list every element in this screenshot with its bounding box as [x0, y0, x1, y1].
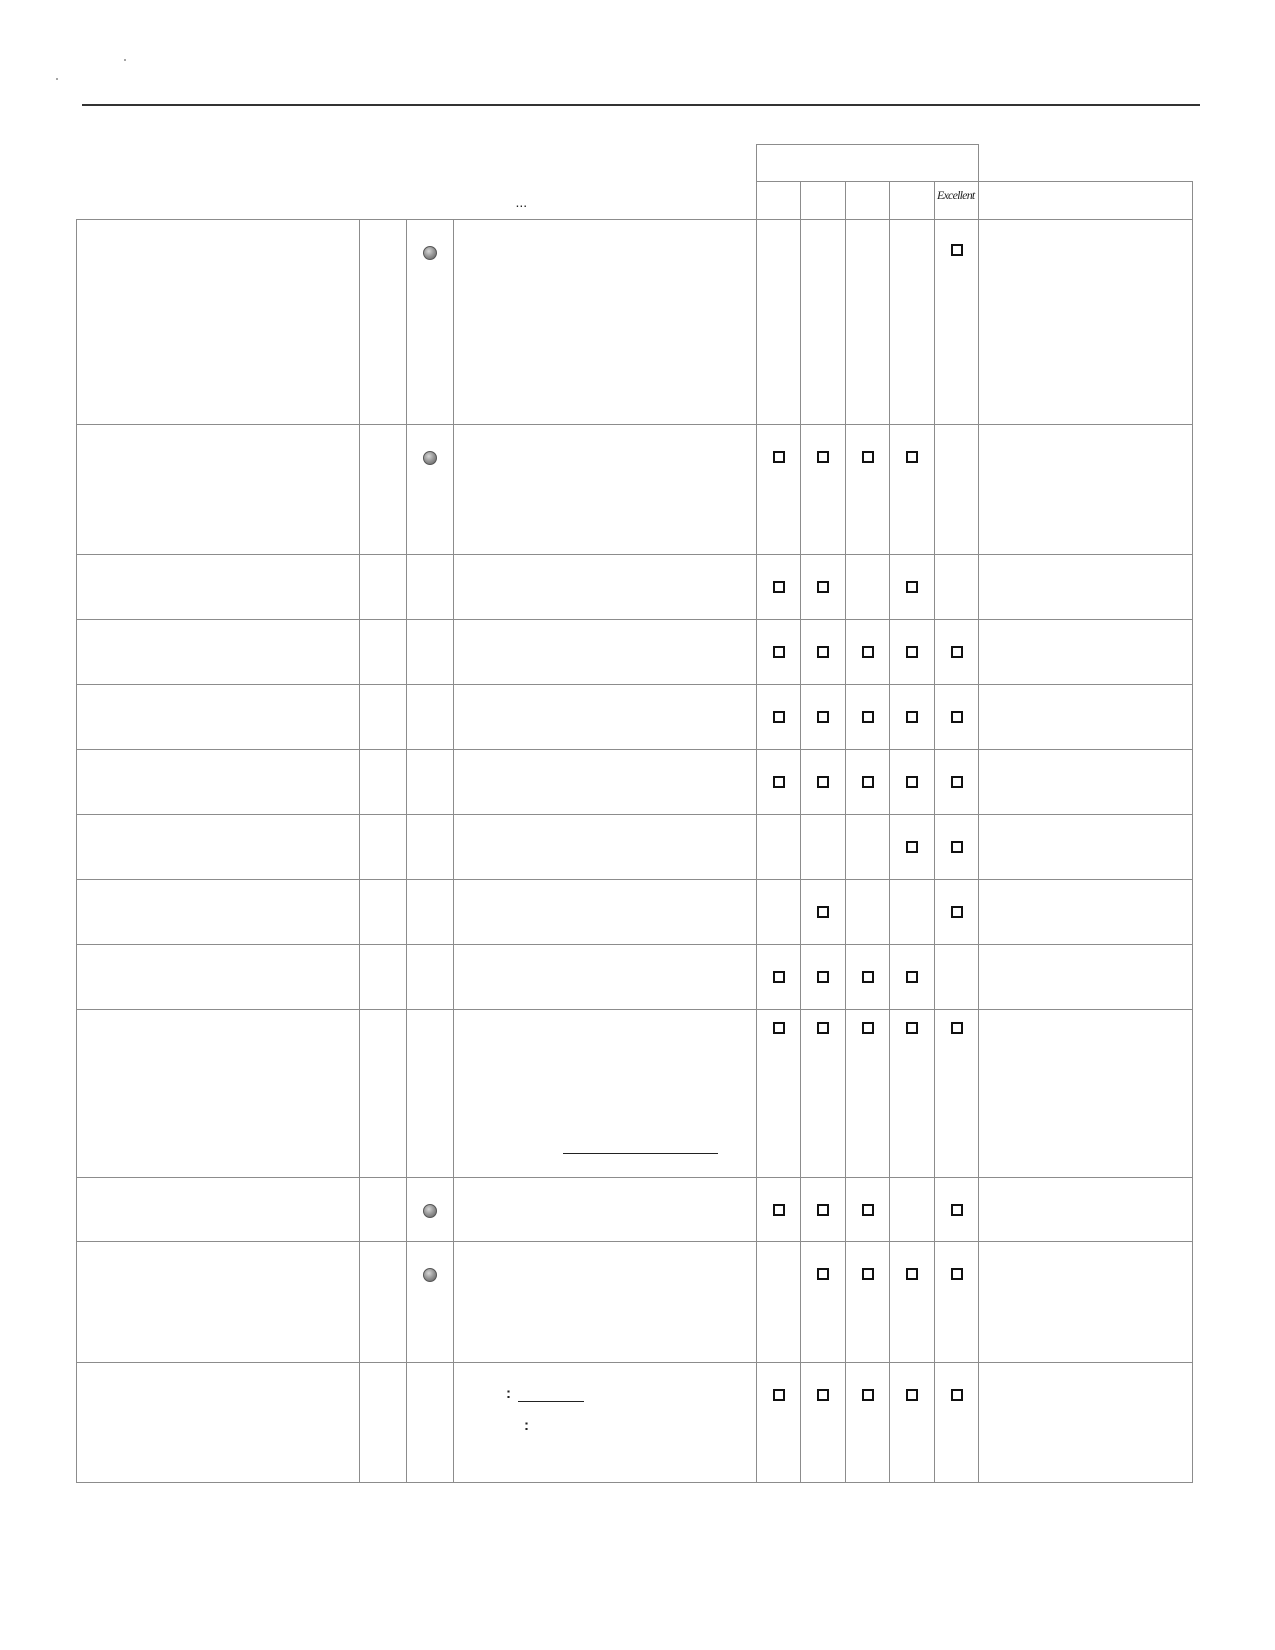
- form-row: [77, 750, 1193, 815]
- item-label-cell: [77, 815, 360, 880]
- rating-cell-5: [935, 1242, 979, 1363]
- rating-cell-2: [801, 945, 846, 1010]
- rating-group-header: [757, 145, 979, 182]
- comments-cell: [979, 1178, 1193, 1242]
- comments-cell: [979, 425, 1193, 555]
- rating-checkbox[interactable]: [862, 776, 874, 788]
- item-description-cell: [454, 1242, 757, 1363]
- indicator-dot-icon: [423, 451, 437, 465]
- rating-cell-5: [935, 750, 979, 815]
- column-header-row: [77, 182, 1193, 220]
- rating-cell-4: [890, 1178, 935, 1242]
- rating-checkbox[interactable]: [906, 581, 918, 593]
- rating-checkbox[interactable]: [906, 841, 918, 853]
- rating-group-header-row: [77, 145, 1193, 182]
- rating-cell-4: [890, 220, 935, 425]
- description-header-ellipsis: ...: [515, 193, 528, 210]
- rating-checkbox[interactable]: [862, 1204, 874, 1216]
- indicator-cell: [407, 220, 454, 425]
- rating-cell-1: [757, 1178, 801, 1242]
- item-description-cell: [454, 620, 757, 685]
- item-code-cell: [360, 1242, 407, 1363]
- rating-cell-1: [757, 880, 801, 945]
- rating-checkbox[interactable]: [817, 1268, 829, 1280]
- rating-cell-1: [757, 555, 801, 620]
- field-colon: :: [524, 1417, 529, 1434]
- item-code-cell: [360, 815, 407, 880]
- rating-checkbox[interactable]: [951, 646, 963, 658]
- indicator-cell: [407, 1178, 454, 1242]
- item-description-cell: [454, 1178, 757, 1242]
- rating-cell-5: [935, 1363, 979, 1483]
- rating-cell-2: [801, 1363, 846, 1483]
- indicator-cell: [407, 1242, 454, 1363]
- item-label-cell: [77, 620, 360, 685]
- rating-col-1-header: [757, 182, 801, 220]
- rating-checkbox[interactable]: [817, 581, 829, 593]
- comments-cell: [979, 620, 1193, 685]
- item-description-cell: [454, 425, 757, 555]
- item-code-cell: [360, 750, 407, 815]
- rating-cell-2: [801, 1010, 846, 1178]
- rating-cell-3: [846, 945, 890, 1010]
- rating-checkbox[interactable]: [906, 1022, 918, 1034]
- rating-checkbox[interactable]: [951, 1204, 963, 1216]
- rating-col-5-header: [935, 182, 979, 220]
- comments-cell: [979, 750, 1193, 815]
- item-code-cell: [360, 880, 407, 945]
- rating-cell-4: [890, 620, 935, 685]
- indicator-cell: [407, 1010, 454, 1178]
- rating-cell-4: [890, 815, 935, 880]
- form-row: [77, 1363, 1193, 1483]
- form-row: [77, 880, 1193, 945]
- rating-checkbox[interactable]: [817, 646, 829, 658]
- rating-checkbox[interactable]: [951, 1389, 963, 1401]
- rating-cell-1: [757, 750, 801, 815]
- rating-cell-5: [935, 815, 979, 880]
- comments-cell: [979, 815, 1193, 880]
- item-code-cell: [360, 1178, 407, 1242]
- rating-cell-4: [890, 425, 935, 555]
- rating-cell-2: [801, 555, 846, 620]
- rating-cell-2: [801, 425, 846, 555]
- rating-cell-3: [846, 220, 890, 425]
- rating-cell-3: [846, 620, 890, 685]
- comments-cell: [979, 1363, 1193, 1483]
- rating-checkbox[interactable]: [906, 451, 918, 463]
- top-rule: [82, 104, 1200, 106]
- indicator-cell: [407, 880, 454, 945]
- rating-col-3-header: [846, 182, 890, 220]
- indicator-cell: [407, 945, 454, 1010]
- rating-cell-1: [757, 1010, 801, 1178]
- rating-cell-3: [846, 425, 890, 555]
- item-label-cell: [77, 880, 360, 945]
- rating-checkbox[interactable]: [817, 1022, 829, 1034]
- rating-checkbox[interactable]: [906, 971, 918, 983]
- rating-cell-4: [890, 1242, 935, 1363]
- scan-speck: [56, 78, 58, 80]
- indicator-cell: [407, 685, 454, 750]
- rating-checkbox[interactable]: [906, 1389, 918, 1401]
- rating-checkbox[interactable]: [773, 1022, 785, 1034]
- form-row: [77, 1178, 1193, 1242]
- rating-checkbox[interactable]: [773, 971, 785, 983]
- item-code-cell: [360, 685, 407, 750]
- item-description-cell: [454, 685, 757, 750]
- item-description-cell: [454, 1010, 757, 1178]
- rating-col-2-header: [801, 182, 846, 220]
- rating-cell-1: [757, 1242, 801, 1363]
- rating-cell-5: [935, 620, 979, 685]
- fill-in-line[interactable]: [518, 1401, 584, 1402]
- rating-checkbox[interactable]: [773, 581, 785, 593]
- comments-cell: [979, 685, 1193, 750]
- rating-checkbox[interactable]: [862, 1389, 874, 1401]
- item-label-cell: [77, 555, 360, 620]
- rating-cell-3: [846, 880, 890, 945]
- item-label-cell: [77, 750, 360, 815]
- comments-cell: [979, 880, 1193, 945]
- rating-cell-4: [890, 555, 935, 620]
- rating-checkbox[interactable]: [862, 451, 874, 463]
- rating-cell-5: [935, 220, 979, 425]
- rating-cell-2: [801, 620, 846, 685]
- comments-cell: [979, 1010, 1193, 1178]
- indicator-dot-icon: [423, 1204, 437, 1218]
- rating-checkbox[interactable]: [906, 711, 918, 723]
- rating-cell-2: [801, 220, 846, 425]
- form-row: [77, 220, 1193, 425]
- rating-checkbox[interactable]: [773, 711, 785, 723]
- rating-cell-5: [935, 685, 979, 750]
- scan-speck: [124, 59, 126, 61]
- rating-cell-3: [846, 750, 890, 815]
- rating-cell-5: [935, 1178, 979, 1242]
- rating-cell-4: [890, 1010, 935, 1178]
- rating-checkbox[interactable]: [817, 971, 829, 983]
- rating-cell-1: [757, 220, 801, 425]
- rating-checkbox[interactable]: [817, 451, 829, 463]
- item-code-cell: [360, 1010, 407, 1178]
- form-row: [77, 685, 1193, 750]
- rating-checkbox[interactable]: [951, 1022, 963, 1034]
- rating-cell-4: [890, 750, 935, 815]
- item-description-cell: [454, 880, 757, 945]
- comments-cell: [979, 220, 1193, 425]
- item-code-cell: [360, 425, 407, 555]
- item-label-cell: [77, 220, 360, 425]
- rating-cell-5: [935, 555, 979, 620]
- rating-checkbox[interactable]: [817, 1204, 829, 1216]
- rating-cell-3: [846, 1242, 890, 1363]
- rating-checkbox[interactable]: [773, 1389, 785, 1401]
- rating-cell-3: [846, 1010, 890, 1178]
- rating-cell-2: [801, 880, 846, 945]
- item-label-cell: [77, 425, 360, 555]
- rating-cell-5: [935, 880, 979, 945]
- comments-cell: [979, 945, 1193, 1010]
- rating-cell-2: [801, 1178, 846, 1242]
- rating-checkbox[interactable]: [862, 711, 874, 723]
- rating-cell-3: [846, 815, 890, 880]
- rating-cell-5: [935, 945, 979, 1010]
- item-code-cell: [360, 220, 407, 425]
- rating-checkbox[interactable]: [817, 1389, 829, 1401]
- item-description-cell: [454, 945, 757, 1010]
- form-row: [77, 1242, 1193, 1363]
- rating-checkbox[interactable]: [817, 711, 829, 723]
- item-label-cell: [77, 1363, 360, 1483]
- item-description-cell: [454, 220, 757, 425]
- rating-cell-3: [846, 555, 890, 620]
- comments-col-header: [979, 182, 1193, 220]
- form-row: [77, 425, 1193, 555]
- rating-cell-1: [757, 425, 801, 555]
- item-description-cell: [454, 750, 757, 815]
- rating-checkbox[interactable]: [951, 906, 963, 918]
- indicator-cell: [407, 750, 454, 815]
- rating-cell-2: [801, 815, 846, 880]
- rating-checkbox[interactable]: [906, 1268, 918, 1280]
- item-label-cell: [77, 1010, 360, 1178]
- rating-cell-1: [757, 620, 801, 685]
- form-row: [77, 620, 1193, 685]
- form-row: [77, 555, 1193, 620]
- form-row: [77, 945, 1193, 1010]
- rating-cell-5: [935, 1010, 979, 1178]
- excellent-header-label: Excellent: [937, 188, 975, 202]
- rating-checkbox[interactable]: [773, 1204, 785, 1216]
- indicator-cell: [407, 815, 454, 880]
- item-label-cell: [77, 1178, 360, 1242]
- rating-cell-3: [846, 1363, 890, 1483]
- item-description-cell: [454, 1363, 757, 1483]
- rating-col-4-header: [890, 182, 935, 220]
- rating-cell-1: [757, 685, 801, 750]
- fill-in-line[interactable]: [563, 1153, 718, 1154]
- form-row: [77, 815, 1193, 880]
- rating-checkbox[interactable]: [862, 646, 874, 658]
- rating-checkbox[interactable]: [773, 451, 785, 463]
- rating-checkbox[interactable]: [773, 776, 785, 788]
- indicator-cell: [407, 1363, 454, 1483]
- rating-cell-2: [801, 685, 846, 750]
- item-code-cell: [360, 945, 407, 1010]
- indicator-dot-icon: [423, 246, 437, 260]
- rating-checkbox[interactable]: [951, 244, 963, 256]
- rating-cell-2: [801, 750, 846, 815]
- form-row: [77, 1010, 1193, 1178]
- item-description-cell: [454, 815, 757, 880]
- rating-cell-4: [890, 685, 935, 750]
- rating-checkbox[interactable]: [951, 1268, 963, 1280]
- rating-checkbox[interactable]: [951, 711, 963, 723]
- indicator-dot-icon: [423, 1268, 437, 1282]
- item-label-cell: [77, 1242, 360, 1363]
- indicator-cell: [407, 555, 454, 620]
- rating-checkbox[interactable]: [773, 646, 785, 658]
- rating-checkbox[interactable]: [862, 1022, 874, 1034]
- item-label-cell: [77, 685, 360, 750]
- rating-checkbox[interactable]: [817, 906, 829, 918]
- item-code-cell: [360, 1363, 407, 1483]
- indicator-cell: [407, 425, 454, 555]
- item-code-cell: [360, 620, 407, 685]
- rating-cell-1: [757, 815, 801, 880]
- item-code-cell: [360, 555, 407, 620]
- rating-checkbox[interactable]: [862, 971, 874, 983]
- field-colon: :: [506, 1385, 511, 1402]
- comments-cell: [979, 1242, 1193, 1363]
- item-description-cell: [454, 555, 757, 620]
- rating-cell-3: [846, 685, 890, 750]
- rating-cell-4: [890, 945, 935, 1010]
- rating-checkbox[interactable]: [906, 776, 918, 788]
- indicator-cell: [407, 620, 454, 685]
- evaluation-form-table: [76, 144, 1193, 1483]
- rating-checkbox[interactable]: [951, 776, 963, 788]
- rating-checkbox[interactable]: [906, 646, 918, 658]
- rating-cell-1: [757, 1363, 801, 1483]
- rating-cell-4: [890, 1363, 935, 1483]
- item-label-cell: [77, 945, 360, 1010]
- rating-cell-1: [757, 945, 801, 1010]
- rating-checkbox[interactable]: [862, 1268, 874, 1280]
- rating-cell-2: [801, 1242, 846, 1363]
- rating-checkbox[interactable]: [817, 776, 829, 788]
- rating-cell-5: [935, 425, 979, 555]
- rating-cell-3: [846, 1178, 890, 1242]
- rating-checkbox[interactable]: [951, 841, 963, 853]
- rating-cell-4: [890, 880, 935, 945]
- comments-cell: [979, 555, 1193, 620]
